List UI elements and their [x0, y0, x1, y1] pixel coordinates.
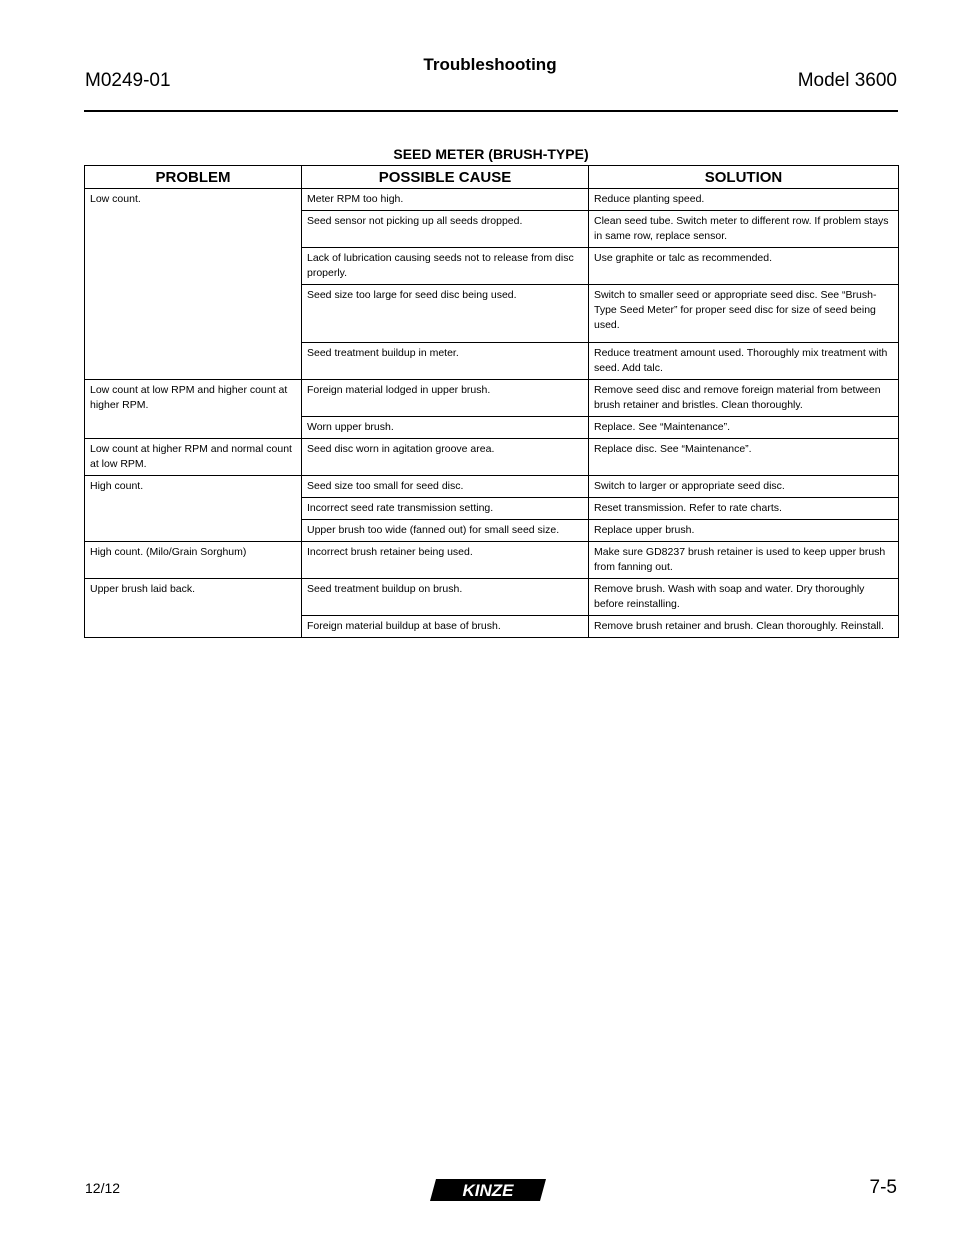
column-header-possible-cause: POSSIBLE CAUSE	[302, 166, 589, 189]
page-number: 7-5	[869, 1177, 897, 1198]
cause-cell: Seed disc worn in agitation groove area.	[302, 439, 589, 476]
cause-cell: Seed treatment buildup on brush.	[302, 579, 589, 616]
logo-text: KINZE	[462, 1181, 514, 1200]
solution-cell: Replace upper brush.	[589, 520, 899, 542]
column-header-problem: PROBLEM	[85, 166, 302, 189]
cause-cell: Incorrect brush retainer being used.	[302, 542, 589, 579]
cause-cell: Foreign material buildup at base of brush.	[302, 616, 589, 638]
cause-cell: Foreign material lodged in upper brush.	[302, 380, 589, 417]
column-header-solution: SOLUTION	[589, 166, 899, 189]
problem-cell: Low count at low RPM and higher count at higher RPM.	[85, 380, 302, 439]
solution-cell: Replace disc. See “Maintenance”.	[589, 439, 899, 476]
solution-cell: Remove brush retainer and brush. Clean thoroughly. Reinstall.	[589, 616, 899, 638]
document-number: M0249-01	[85, 70, 171, 91]
table-row	[85, 380, 899, 417]
solution-cell: Reduce treatment amount used. Thoroughly mix treatment with seed. Add talc.	[589, 343, 899, 380]
table-row	[85, 439, 899, 476]
table-row	[85, 579, 899, 616]
cause-cell: Seed sensor not picking up all seeds dropped.	[302, 211, 589, 248]
cause-cell: Incorrect seed rate transmission setting.	[302, 498, 589, 520]
solution-cell: Switch to larger or appropriate seed disc.	[589, 476, 899, 498]
table-row	[85, 189, 899, 211]
solution-cell: Reduce planting speed.	[589, 189, 899, 211]
solution-cell: Clean seed tube. Switch meter to different row. If problem stays in same row, replace sensor.	[589, 211, 899, 248]
revision-date: 12/12	[85, 1180, 121, 1196]
solution-cell: Switch to smaller seed or appropriate seed disc. See “Brush-Type Seed Meter” for proper seed disc for size of seed being used.	[589, 285, 899, 343]
solution-cell: Make sure GD8237 brush retainer is used to keep upper brush from fanning out.	[589, 542, 899, 579]
kinze-logo	[430, 1176, 548, 1204]
problem-cell: High count. (Milo/Grain Sorghum)	[85, 542, 302, 579]
problem-cell: Upper brush laid back.	[85, 579, 302, 638]
problem-cell: Low count at higher RPM and normal count at low RPM.	[85, 439, 302, 476]
table-row	[85, 542, 899, 579]
solution-cell: Remove seed disc and remove foreign material from between brush retainer and bristles. Clean thoroughly.	[589, 380, 899, 417]
solution-cell: Use graphite or talc as recommended.	[589, 248, 899, 285]
troubleshooting-table	[84, 165, 899, 638]
solution-cell: Reset transmission. Refer to rate charts.	[589, 498, 899, 520]
cause-cell: Seed size too large for seed disc being used.	[302, 285, 589, 343]
table-header-row	[85, 166, 899, 189]
header-divider	[84, 110, 898, 112]
cause-cell: Seed size too small for seed disc.	[302, 476, 589, 498]
cause-cell: Seed treatment buildup in meter.	[302, 343, 589, 380]
section-title: Troubleshooting	[423, 55, 557, 74]
cause-cell: Worn upper brush.	[302, 417, 589, 439]
solution-cell: Remove brush. Wash with soap and water. Dry thoroughly before reinstalling.	[589, 579, 899, 616]
cause-cell: Lack of lubrication causing seeds not to release from disc properly.	[302, 248, 589, 285]
cause-cell: Upper brush too wide (fanned out) for small seed size.	[302, 520, 589, 542]
table-title: SEED METER (BRUSH-TYPE)	[393, 146, 589, 162]
solution-cell: Replace. See “Maintenance”.	[589, 417, 899, 439]
table-row	[85, 476, 899, 498]
problem-cell: High count.	[85, 476, 302, 542]
problem-cell: Low count.	[85, 189, 302, 380]
model-name: Model 3600	[797, 70, 897, 91]
cause-cell: Meter RPM too high.	[302, 189, 589, 211]
